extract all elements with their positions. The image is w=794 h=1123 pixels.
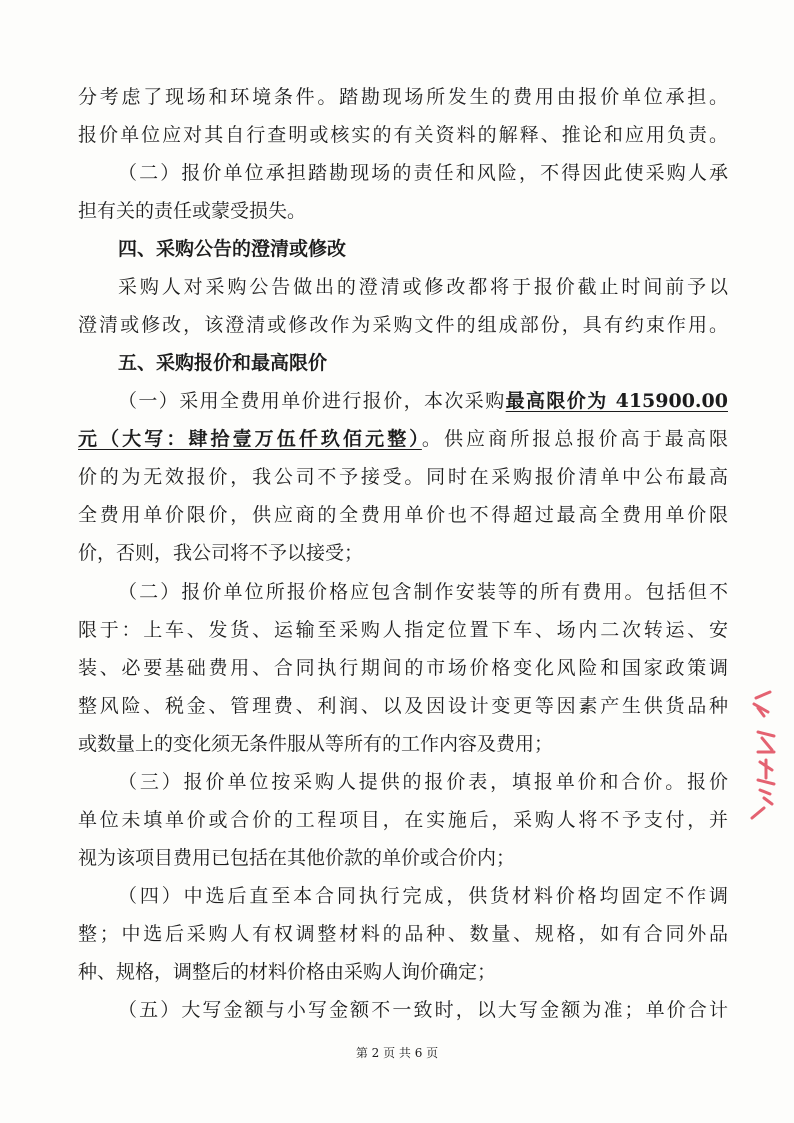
text-segment: 种、规格，调整后的材料价格由采购人询价确定； — [78, 960, 497, 983]
text-segment: （一）采用全费用单价进行报价，本次采购 — [118, 390, 506, 413]
text-segment: 装、必要基础费用、合同执行期间的市场价格变化风险和国家政策调 — [78, 656, 728, 679]
text-segment: 担有关的责任或蒙受损失。 — [78, 200, 307, 223]
text-segment: （五）大写金额与小写金额不一致时，以大写金额为准；单价合计 — [118, 998, 728, 1021]
text-segment: 限于：上车、发货、运输至采购人指定位置下车、场内二次转运、安 — [78, 618, 728, 641]
text-line — [78, 691, 728, 721]
text-line — [78, 729, 728, 759]
text-line — [78, 462, 728, 492]
text-line — [78, 919, 728, 949]
text-line — [78, 310, 728, 340]
text-segment: 。供应商所报总报价高于最高限 — [421, 428, 728, 451]
text-line — [118, 995, 728, 1025]
text-segment: 分考虑了现场和环境条件。踏勘现场所发生的费用由报价单位承担。 — [78, 86, 728, 108]
text-line — [78, 805, 728, 835]
text-line — [78, 120, 728, 150]
text-line — [118, 348, 728, 378]
text-line — [78, 82, 728, 112]
text-line — [78, 957, 728, 987]
text-segment: 五、采购报价和最高限价 — [118, 352, 328, 375]
text-line — [118, 577, 728, 607]
text-segment: 整；中选后采购人有权调整材料的品种、数量、规格，如有合同外品 — [78, 922, 728, 945]
text-line — [78, 538, 728, 568]
text-segment: 价的为无效报价，我公司不予接受。同时在采购报价清单中公布最高 — [78, 466, 728, 489]
text-segment: （三）报价单位按采购人提供的报价表，填报单价和合价。报价 — [118, 770, 728, 793]
text-line — [78, 653, 728, 683]
text-line — [78, 615, 728, 645]
underlined-text: 最高限价为 415900.00 — [505, 390, 728, 413]
text-segment: 单位未填单价或合价的工程项目，在实施后，采购人将不予支付，并 — [78, 808, 728, 831]
text-line — [118, 234, 728, 264]
text-line — [78, 843, 728, 873]
text-line — [78, 424, 728, 454]
page-number: 第 2 页 共 6 页 — [355, 1046, 439, 1060]
text-segment: （二）报价单位所报价格应包含制作安装等的所有费用。包括但不 — [118, 580, 728, 603]
text-line — [78, 500, 728, 530]
text-line — [118, 881, 728, 911]
text-segment: 四、采购公告的澄清或修改 — [118, 238, 347, 261]
text-line — [118, 767, 728, 797]
text-segment: 价，否则，我公司将不予以接受； — [78, 542, 364, 565]
text-segment: 澄清或修改，该澄清或修改作为采购文件的组成部份，具有约束作用。 — [78, 314, 728, 337]
text-segment: 或数量上的变化须无条件服从等所有的工作内容及费用； — [78, 732, 554, 755]
text-segment: （二）报价单位承担踏勘现场的责任和风险，不得因此使采购人承 — [118, 162, 728, 185]
text-segment: 报价单位应对其自行查明或核实的有关资料的解释、推论和应用负责。 — [78, 124, 728, 147]
text-segment: 整风险、税金、管理费、利润、以及因设计变更等因素产生供货品种 — [78, 694, 728, 717]
text-segment: 视为该项目费用已包括在其他价款的单价或合价内； — [78, 846, 516, 869]
text-segment: （四）中选后直至本合同执行完成，供货材料价格均固定不作调 — [118, 884, 728, 907]
text-segment: 全费用单价限价，供应商的全费用单价也不得超过最高全费用单价限 — [78, 504, 728, 527]
underlined-text: 元（大写：肆拾壹万伍仟玖佰元整） — [78, 428, 422, 451]
text-line — [118, 158, 728, 188]
partial-red-seal — [748, 690, 794, 820]
text-segment: 采购人对采购公告做出的澄清或修改都将于报价截止时间前予以 — [118, 276, 728, 299]
text-line — [78, 196, 728, 226]
text-line — [118, 386, 728, 416]
text-line — [118, 272, 728, 302]
